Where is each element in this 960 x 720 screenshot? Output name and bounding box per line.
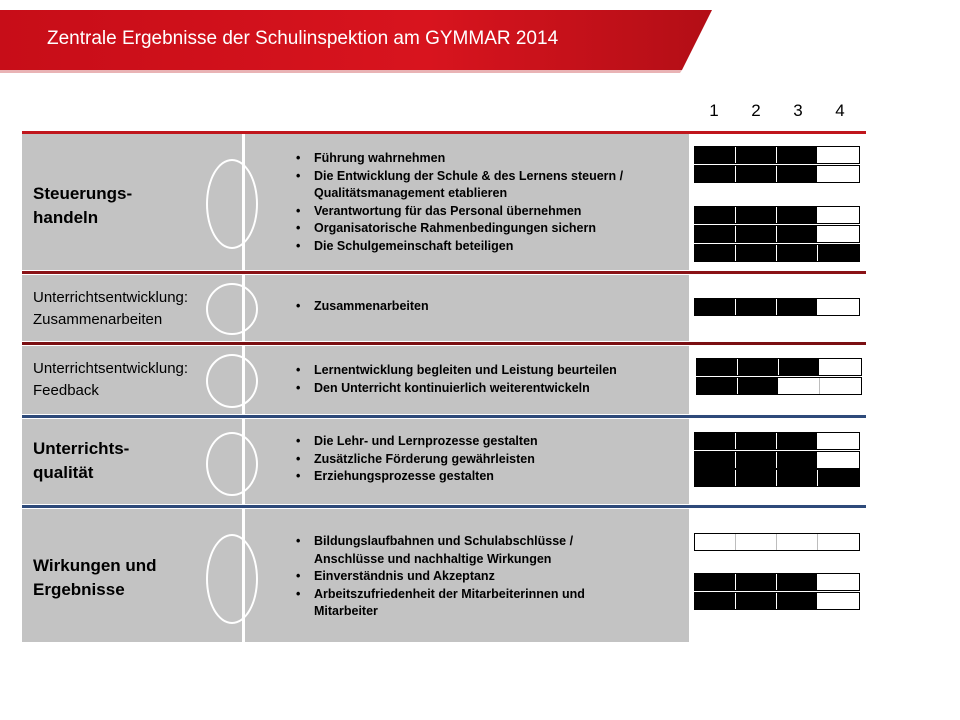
section-divider bbox=[242, 346, 245, 414]
list-item: • Lernentwicklung begleiten und Leistung beurteilen bbox=[296, 362, 617, 380]
rating-cell bbox=[736, 245, 777, 261]
rating-cell bbox=[695, 166, 736, 182]
section-steuerung-items bbox=[296, 150, 623, 256]
list-item: • Einverständnis und Akzeptanz bbox=[296, 568, 585, 586]
rating-cell bbox=[777, 299, 818, 315]
section-separator-dark-red bbox=[22, 271, 866, 274]
section-divider bbox=[242, 509, 245, 642]
rating-cell bbox=[736, 166, 777, 182]
rating-cell bbox=[695, 452, 736, 468]
rating-cell bbox=[695, 207, 736, 223]
section-divider bbox=[242, 275, 245, 341]
scale-label-2: 2 bbox=[751, 101, 761, 120]
section-feedback-title: Unterrichtsentwicklung: Feedback bbox=[33, 360, 189, 399]
rating-bar bbox=[694, 165, 860, 183]
rating-cell bbox=[738, 378, 779, 394]
rating-cell bbox=[818, 166, 859, 182]
list-item: • Die Lehr- und Lernprozesse gestalten bbox=[296, 433, 538, 451]
rating-cell bbox=[697, 359, 738, 375]
page-title: Zentrale Ergebnisse der Schulinspektion am GYMMAR 2014 bbox=[47, 28, 559, 49]
rating-cell bbox=[818, 470, 859, 486]
rating-cell bbox=[695, 470, 736, 486]
rating-cell bbox=[695, 226, 736, 242]
rating-bar bbox=[694, 225, 860, 243]
puzzle-connector bbox=[206, 432, 258, 496]
puzzle-connector bbox=[206, 534, 258, 624]
list-item: • Organisatorische Rahmenbedingungen sichern bbox=[296, 220, 623, 238]
list-item: • Arbeitszufriedenheit der Mitarbeiterinnen und Mitarbeiter bbox=[296, 586, 585, 621]
rating-cell bbox=[736, 470, 777, 486]
rating-cell bbox=[818, 433, 859, 449]
rating-bar bbox=[694, 469, 860, 487]
puzzle-connector bbox=[206, 283, 258, 335]
section-feedback-items bbox=[296, 362, 617, 397]
rating-cell bbox=[777, 226, 818, 242]
rating-cell bbox=[777, 433, 818, 449]
rating-cell bbox=[736, 147, 777, 163]
section-qualitaet-items bbox=[296, 433, 538, 486]
rating-cell bbox=[695, 147, 736, 163]
rating-cell bbox=[777, 452, 818, 468]
section-steuerung-title: Steuerungs- handeln bbox=[33, 184, 133, 227]
rating-bar bbox=[694, 573, 860, 591]
rating-cell bbox=[818, 207, 859, 223]
list-item: • Zusätzliche Förderung gewährleisten bbox=[296, 451, 538, 469]
list-item: • Die Schulgemeinschaft beteiligen bbox=[296, 238, 623, 256]
rating-bar bbox=[694, 432, 860, 450]
rating-cell bbox=[818, 147, 859, 163]
rating-cell bbox=[820, 378, 861, 394]
list-item: • Den Unterricht kontinuierlich weiterentwickeln bbox=[296, 380, 617, 398]
section-qualitaet-title: Unterrichts- qualität bbox=[33, 439, 130, 482]
rating-cell bbox=[818, 534, 859, 550]
rating-cell bbox=[818, 299, 859, 315]
rating-bar bbox=[694, 592, 860, 610]
section-divider bbox=[242, 419, 245, 504]
section-wirkungen-items bbox=[296, 533, 585, 621]
rating-cell bbox=[695, 299, 736, 315]
section-separator-red bbox=[22, 131, 866, 134]
rating-cell bbox=[738, 359, 779, 375]
section-divider bbox=[242, 134, 245, 270]
rating-bar bbox=[694, 451, 860, 469]
scale-label-1: 1 bbox=[709, 101, 719, 120]
rating-cell bbox=[818, 452, 859, 468]
list-item: • Zusammenarbeiten bbox=[296, 298, 429, 316]
rating-bar bbox=[694, 244, 860, 262]
rating-bar bbox=[694, 146, 860, 164]
rating-bar bbox=[694, 206, 860, 224]
rating-cell bbox=[736, 574, 777, 590]
list-item: • Die Entwicklung der Schule & des Lernens steuern / Qualitätsmanagement etablieren bbox=[296, 168, 623, 203]
list-item: • Verantwortung für das Personal übernehmen bbox=[296, 203, 623, 221]
scale-label-4: 4 bbox=[835, 101, 845, 120]
section-separator-dark-red bbox=[22, 342, 866, 345]
rating-cell bbox=[820, 359, 861, 375]
header-banner bbox=[0, 0, 960, 74]
rating-cell bbox=[736, 593, 777, 609]
rating-cell bbox=[818, 574, 859, 590]
rating-cell bbox=[736, 299, 777, 315]
rating-cell bbox=[818, 245, 859, 261]
rating-cell bbox=[777, 534, 818, 550]
rating-cell bbox=[777, 147, 818, 163]
rating-cell bbox=[736, 207, 777, 223]
section-separator-blue bbox=[22, 505, 866, 508]
rating-cell bbox=[695, 593, 736, 609]
rating-cell bbox=[736, 452, 777, 468]
puzzle-connector bbox=[206, 159, 258, 249]
rating-cell bbox=[695, 534, 736, 550]
rating-bar bbox=[694, 533, 860, 551]
section-wirkungen-title: Wirkungen und Ergebnisse bbox=[33, 556, 157, 599]
section-zusammenarbeit-items bbox=[296, 298, 429, 316]
rating-cell bbox=[697, 378, 738, 394]
rating-cell bbox=[695, 245, 736, 261]
rating-cell bbox=[777, 245, 818, 261]
puzzle-connector bbox=[206, 354, 258, 408]
rating-cell bbox=[736, 534, 777, 550]
rating-cell bbox=[695, 433, 736, 449]
list-item: • Bildungslaufbahnen und Schulabschlüsse / Anschlüsse und nachhaltige Wirkungen bbox=[296, 533, 585, 568]
rating-cell bbox=[695, 574, 736, 590]
rating-cell bbox=[779, 378, 820, 394]
rating-bar bbox=[696, 377, 862, 395]
rating-cell bbox=[777, 470, 818, 486]
rating-cell bbox=[736, 433, 777, 449]
rating-cell bbox=[777, 574, 818, 590]
rating-cell bbox=[818, 593, 859, 609]
section-zusammenarbeit-title: Unterrichtsentwicklung: Zusammenarbeiten bbox=[33, 289, 189, 328]
rating-cell bbox=[777, 166, 818, 182]
rating-cell bbox=[777, 593, 818, 609]
rating-cell bbox=[777, 207, 818, 223]
list-item: • Führung wahrnehmen bbox=[296, 150, 623, 168]
rating-cell bbox=[818, 226, 859, 242]
scale-label-3: 3 bbox=[793, 101, 803, 120]
rating-cell bbox=[779, 359, 820, 375]
section-separator-blue bbox=[22, 415, 866, 418]
rating-bar bbox=[696, 358, 862, 376]
rating-cell bbox=[736, 226, 777, 242]
rating-bar bbox=[694, 298, 860, 316]
list-item: • Erziehungsprozesse gestalten bbox=[296, 468, 538, 486]
